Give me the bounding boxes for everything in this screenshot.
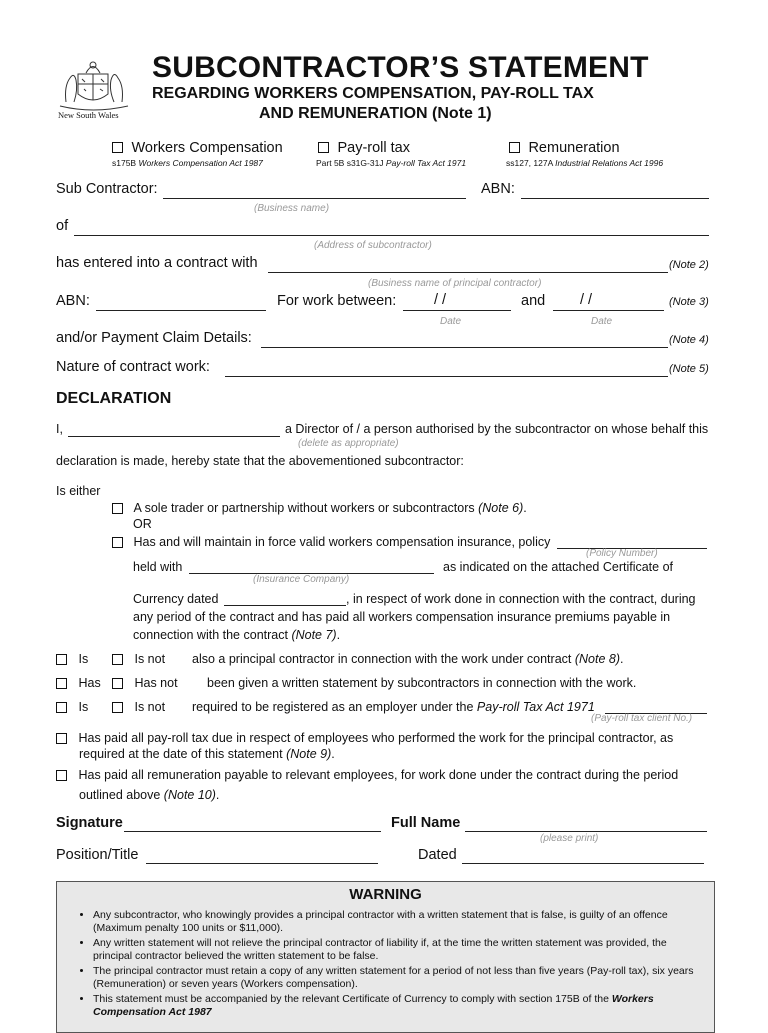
note-3: (Note 3) xyxy=(669,296,709,308)
payment-claim-field[interactable] xyxy=(261,347,668,348)
nature-label: Nature of contract work: xyxy=(56,359,210,375)
or-label: OR xyxy=(133,517,152,531)
sub-contractor-label: Sub Contractor: xyxy=(56,181,158,197)
page-title: SUBCONTRACTOR’S STATEMENT xyxy=(152,51,649,84)
declaration-made-text: declaration is made, hereby state that the abovementioned subcontractor: xyxy=(56,454,464,468)
checkbox[interactable] xyxy=(56,733,67,744)
option-sole-trader[interactable]: A sole trader or partnership without workers or subcontractors (Note 6). xyxy=(112,501,527,515)
attached-text: as indicated on the attached Certificate of xyxy=(443,560,674,574)
principal-contractor-text: also a principal contractor in connection with the work under contract (Note 8). xyxy=(192,652,624,666)
i-label: I, xyxy=(56,422,63,436)
category-remuneration[interactable] xyxy=(509,139,620,157)
crest-caption: New South Wales xyxy=(58,110,119,120)
option-has-insurance[interactable]: Has and will maintain in force valid workers compensation insurance, policy xyxy=(112,535,550,549)
and-label: and xyxy=(521,293,546,309)
start-date-field[interactable] xyxy=(403,310,511,311)
print-hint: (please print) xyxy=(540,833,599,844)
written-statement-hasnot: Has not xyxy=(112,676,178,690)
start-date-hint: Date xyxy=(440,316,462,327)
work-between-label: For work between: xyxy=(277,293,397,309)
address-hint: (Address of subcontractor) xyxy=(314,240,432,251)
category-payroll-tax[interactable] xyxy=(318,139,410,157)
paid-payroll-row-2: required at the date of this statement (Note 9). xyxy=(79,747,335,761)
connection-text: connection with the contract (Note 7). xyxy=(133,628,341,642)
held-with-label: held with xyxy=(133,560,183,574)
nsw-crest xyxy=(56,56,132,112)
note-4: (Note 4) xyxy=(669,334,709,346)
checkbox[interactable] xyxy=(112,142,123,153)
page-subtitle-2: AND REMUNERATION (Note 1) xyxy=(259,105,492,122)
note-2: (Note 2) xyxy=(669,259,709,271)
director-text: a Director of / a person authorised by the subcontractor on whose behalf this xyxy=(285,422,709,436)
insurance-hint: (Insurance Company) xyxy=(253,574,350,585)
dated-label: Dated xyxy=(418,847,457,863)
checkbox-has-not[interactable] xyxy=(112,678,123,689)
full-name-label: Full Name xyxy=(391,815,461,831)
checkbox[interactable] xyxy=(112,503,123,514)
category-label: Pay-roll tax xyxy=(337,140,410,156)
currency-dated-label: Currency dated xyxy=(133,592,219,606)
paid-remuneration-row: Has paid all remuneration payable to relevant employees, for work done under the contract during the period xyxy=(56,768,678,782)
currency-date-field[interactable] xyxy=(224,605,346,606)
paid-remuneration-row-2: outlined above (Note 10). xyxy=(79,788,220,802)
contract-with-label: has entered into a contract with xyxy=(56,255,258,271)
warning-list xyxy=(57,909,714,1019)
signature-field[interactable] xyxy=(124,831,381,832)
end-date-slashes: / / xyxy=(580,292,593,308)
checkbox-is[interactable] xyxy=(56,654,67,665)
warning-item: • This statement must be accompanied by the relevant Certificate of Currency to comply with section 175B of the Workers Compensation Act 1987 xyxy=(93,993,714,1019)
checkbox[interactable] xyxy=(56,770,67,781)
principal-hint: (Business name of principal contractor) xyxy=(368,278,542,289)
category-ref: Part 5B s31G-31J Pay-roll Tax Act 1971 xyxy=(316,158,467,168)
payroll-client-hint: (Pay-roll tax client No.) xyxy=(591,713,693,724)
written-statement-row: Has xyxy=(56,676,101,690)
abn-label: ABN: xyxy=(481,181,515,197)
payment-claim-label: and/or Payment Claim Details: xyxy=(56,330,252,346)
warning-box xyxy=(56,881,715,1033)
written-statement-text: been given a written statement by subcontractors in connection with the work. xyxy=(207,676,637,690)
warning-item: • The principal contractor must retain a copy of any written statement for a period of not less than five years (Pay-roll tax), six years (Remuneration) or seven years (Workers compensation). xyxy=(93,965,714,991)
checkbox[interactable] xyxy=(318,142,329,153)
warning-item: • Any subcontractor, who knowingly provides a principal contractor with a written statement that is false, is guilty of an offence (Maximum penalty 100 units or $11,000). xyxy=(93,909,714,935)
signature-label: Signature xyxy=(56,815,123,831)
checkbox-is-not[interactable] xyxy=(112,654,123,665)
of-label: of xyxy=(56,218,69,234)
payroll-register-text: required to be registered as an employer under the Pay-roll Tax Act 1971 xyxy=(192,700,595,714)
abn2-field[interactable] xyxy=(96,310,266,311)
payroll-register-row: Is xyxy=(56,700,88,714)
paid-payroll-row: Has paid all pay-roll tax due in respect of employees who performed the work for the principal contractor, as xyxy=(56,731,673,745)
currency-rest-text: , in respect of work done in connection with the contract, during xyxy=(346,592,696,606)
note-5: (Note 5) xyxy=(669,363,709,375)
category-label: Remuneration xyxy=(528,140,620,156)
checkbox-has[interactable] xyxy=(56,678,67,689)
period-text: any period of the contract and has paid all workers compensation insurance premiums payable in xyxy=(133,610,671,624)
checkbox-is-not[interactable] xyxy=(112,702,123,713)
principal-contractor-row: Is xyxy=(56,652,88,666)
end-date-field[interactable] xyxy=(553,310,664,311)
dated-field[interactable] xyxy=(462,863,704,864)
delete-hint: (delete as appropriate) xyxy=(298,438,399,449)
category-label: Workers Compensation xyxy=(131,140,283,156)
position-field[interactable] xyxy=(146,863,378,864)
warning-title: WARNING xyxy=(349,886,422,903)
payroll-register-isnot: Is not xyxy=(112,700,165,714)
warning-item: • Any written statement will not relieve the principal contractor of liability if, at the time the written statement was provided, the principal contractor believed the written statement to be false. xyxy=(93,937,714,963)
nsw-coat-of-arms-icon xyxy=(56,56,132,112)
checkbox-is[interactable] xyxy=(56,702,67,713)
category-ref: s175B Workers Compensation Act 1987 xyxy=(112,158,263,168)
is-either-label: Is either xyxy=(56,484,101,498)
policy-hint: (Policy Number) xyxy=(586,548,658,559)
abn2-label: ABN: xyxy=(56,293,90,309)
principal-contractor-field[interactable] xyxy=(268,272,668,273)
checkbox[interactable] xyxy=(112,537,123,548)
nature-field[interactable] xyxy=(225,376,668,377)
address-field[interactable] xyxy=(74,235,709,236)
start-date-slashes: / / xyxy=(434,292,447,308)
declarant-name-field[interactable] xyxy=(68,436,280,437)
end-date-hint: Date xyxy=(591,316,613,327)
principal-contractor-isnot: Is not xyxy=(112,652,165,666)
full-name-field[interactable] xyxy=(465,831,707,832)
category-ref: ss127, 127A Industrial Relations Act 1996 xyxy=(506,158,664,168)
sub-contractor-field[interactable] xyxy=(163,198,466,199)
page-subtitle-1: REGARDING WORKERS COMPENSATION, PAY-ROLL TAX xyxy=(152,85,594,102)
position-label: Position/Title xyxy=(56,847,139,863)
declaration-heading: DECLARATION xyxy=(56,390,172,407)
business-name-hint: (Business name) xyxy=(254,203,330,214)
category-workers-comp[interactable] xyxy=(112,139,283,157)
abn-field[interactable] xyxy=(521,198,709,199)
checkbox[interactable] xyxy=(509,142,520,153)
